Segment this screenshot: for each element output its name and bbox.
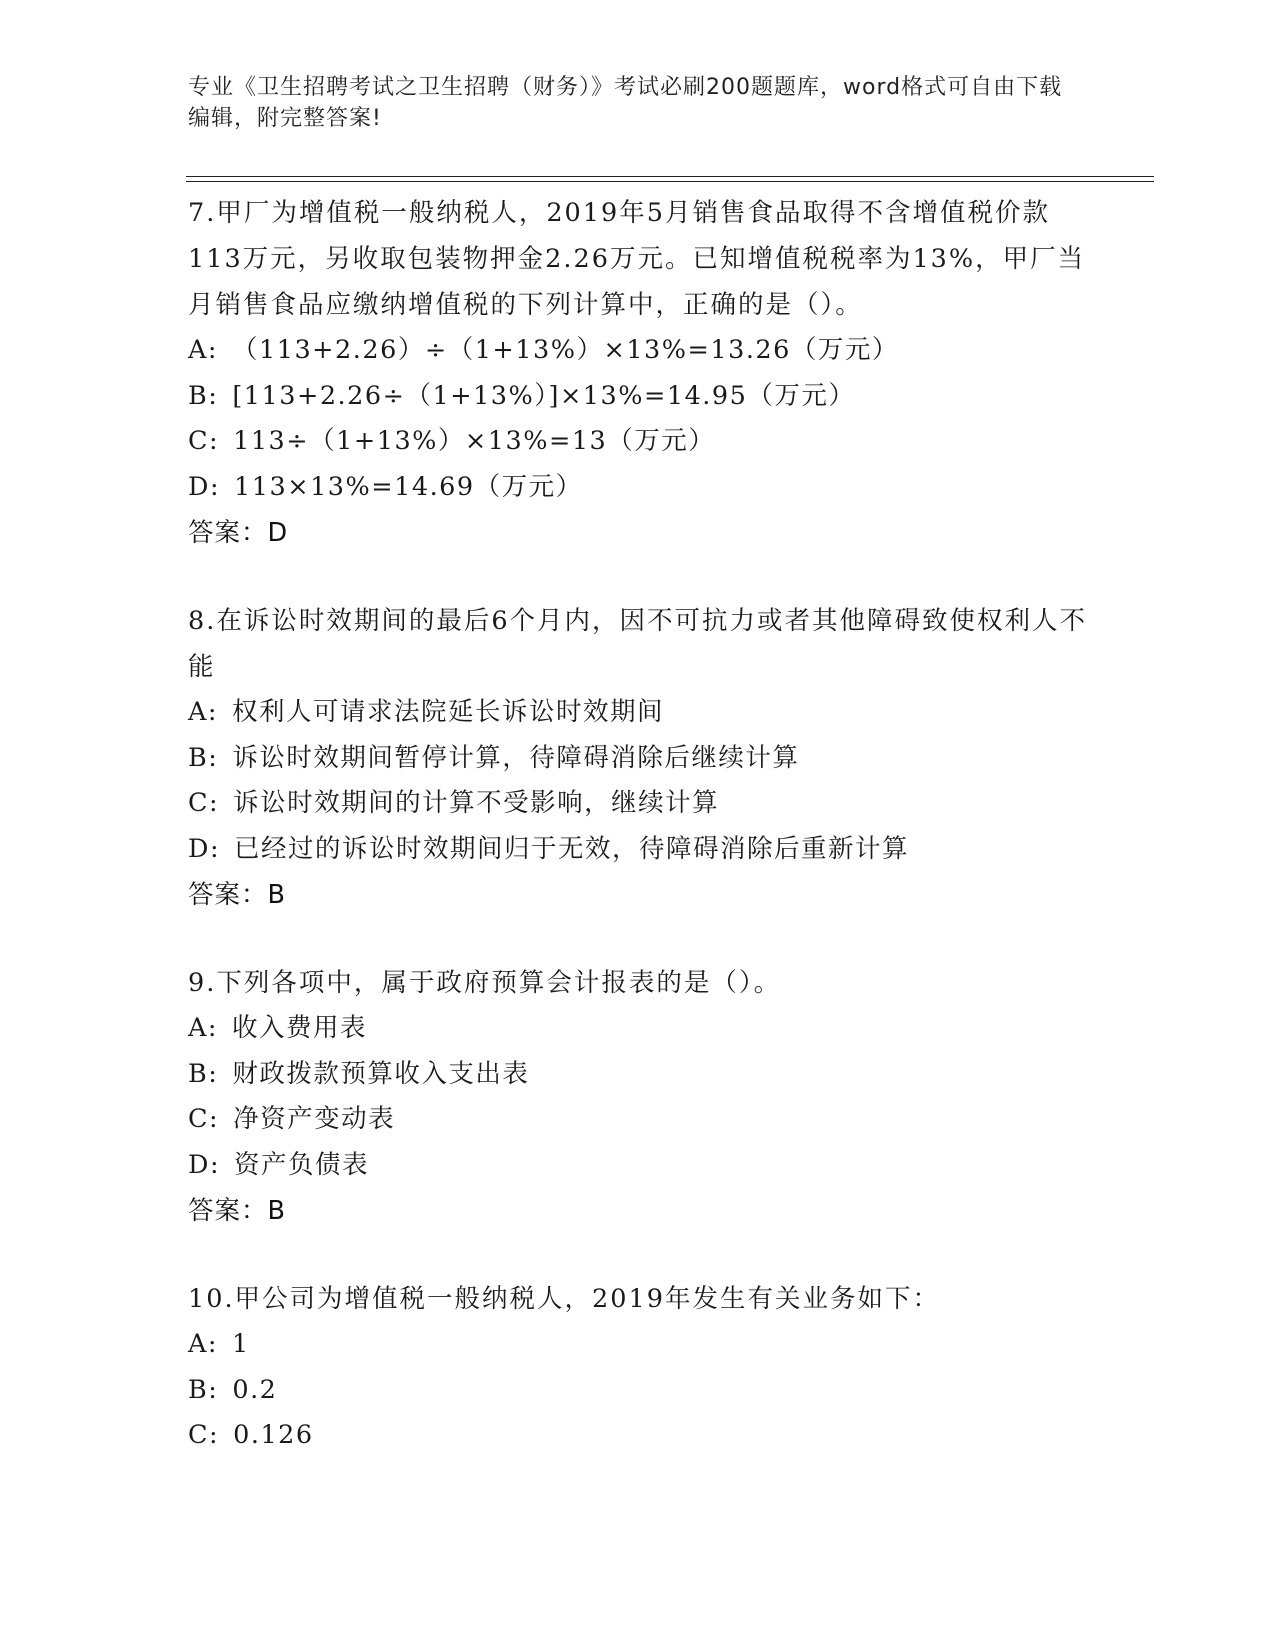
- option-letter: C:: [188, 1104, 220, 1134]
- option-letter: A:: [188, 697, 219, 727]
- option-b: [188, 374, 1088, 420]
- question-9: [188, 960, 1088, 1234]
- option-letter: B:: [188, 1058, 219, 1089]
- option-text: 诉讼时效期间暂停计算，待障碍消除后继续计算: [232, 742, 800, 773]
- option-text: 已经过的诉讼时效期间归于无效，待障碍消除后重新计算: [234, 833, 910, 864]
- option-text: 资产负债表: [234, 1149, 370, 1180]
- option-text: 113×13%=14.69（万元）: [234, 471, 583, 502]
- option-a: [188, 1006, 1088, 1052]
- header-rule-top: [186, 176, 1154, 177]
- option-letter: A:: [188, 1329, 219, 1359]
- option-a: [188, 690, 1088, 736]
- option-letter: D:: [188, 833, 221, 864]
- question-8: [188, 598, 1088, 918]
- option-text: （113+2.26）÷（1+13%）×13%=13.26（万元）: [232, 335, 899, 365]
- option-text: 0.2: [232, 1374, 278, 1405]
- question-stem: 8.在诉讼时效期间的最后6个月内，因不可抗力或者其他障碍致使权利人不能: [188, 606, 1088, 682]
- option-letter: C:: [188, 788, 220, 818]
- header-rule-bottom: [186, 181, 1154, 182]
- option-letter: C:: [188, 426, 220, 456]
- option-a: [188, 1322, 1088, 1368]
- option-b: [188, 1052, 1088, 1098]
- option-text: 113÷（1+13%）×13%=13（万元）: [233, 426, 716, 456]
- option-text: [113+2.26÷（1+13%）]×13%=14.95（万元）: [232, 380, 856, 411]
- option-letter: A:: [188, 335, 219, 365]
- option-c: [188, 419, 1088, 465]
- question-stem: 9.下列各项中，属于政府预算会计报表的是（）。: [188, 968, 782, 998]
- option-d: [188, 827, 1088, 873]
- option-text: 收入费用表: [232, 1013, 368, 1043]
- option-letter: A:: [188, 1013, 219, 1043]
- option-text: 净资产变动表: [233, 1104, 396, 1134]
- question-stem: 10.甲公司为增值税一般纳税人，2019年发生有关业务如下：: [188, 1284, 940, 1314]
- option-letter: D:: [188, 471, 221, 502]
- option-b: [188, 736, 1088, 782]
- option-c: [188, 1097, 1088, 1143]
- option-d: [188, 1143, 1088, 1189]
- option-text: 权利人可请求法院延长诉讼时效期间: [232, 697, 665, 727]
- question-list: [188, 190, 1088, 1501]
- option-text: 0.126: [233, 1420, 314, 1450]
- option-letter: D:: [188, 1149, 221, 1180]
- option-letter: B:: [188, 1374, 219, 1405]
- answer-label: 答案：B: [188, 1196, 286, 1226]
- option-c: [188, 1413, 1088, 1459]
- answer-label: 答案：D: [188, 518, 289, 548]
- option-d: [188, 465, 1088, 511]
- option-letter: B:: [188, 380, 219, 411]
- question-stem: 7.甲厂为增值税一般纳税人，2019年5月销售食品取得不含增值税价款113万元，另收取包装物押金2.26万元。已知增值税税率为13%，甲厂当月销售食品应缴纳增值税的下列计算中，正确的是（）。: [188, 198, 1086, 320]
- option-c: [188, 781, 1088, 827]
- question-7: [188, 190, 1088, 556]
- option-text: 1: [232, 1329, 250, 1359]
- option-b: [188, 1368, 1088, 1414]
- answer-label: 答案：B: [188, 880, 286, 910]
- option-text: 财政拨款预算收入支出表: [232, 1058, 530, 1089]
- option-letter: B:: [188, 742, 219, 773]
- option-text: 诉讼时效期间的计算不受影响，继续计算: [233, 788, 720, 818]
- option-letter: C:: [188, 1420, 220, 1450]
- option-a: [188, 328, 1088, 374]
- question-10: [188, 1276, 1088, 1459]
- page-header-title: 专业《卫生招聘考试之卫生招聘（财务）》考试必刷200题题库，word格式可自由下载编辑，附完整答案!: [188, 75, 1063, 131]
